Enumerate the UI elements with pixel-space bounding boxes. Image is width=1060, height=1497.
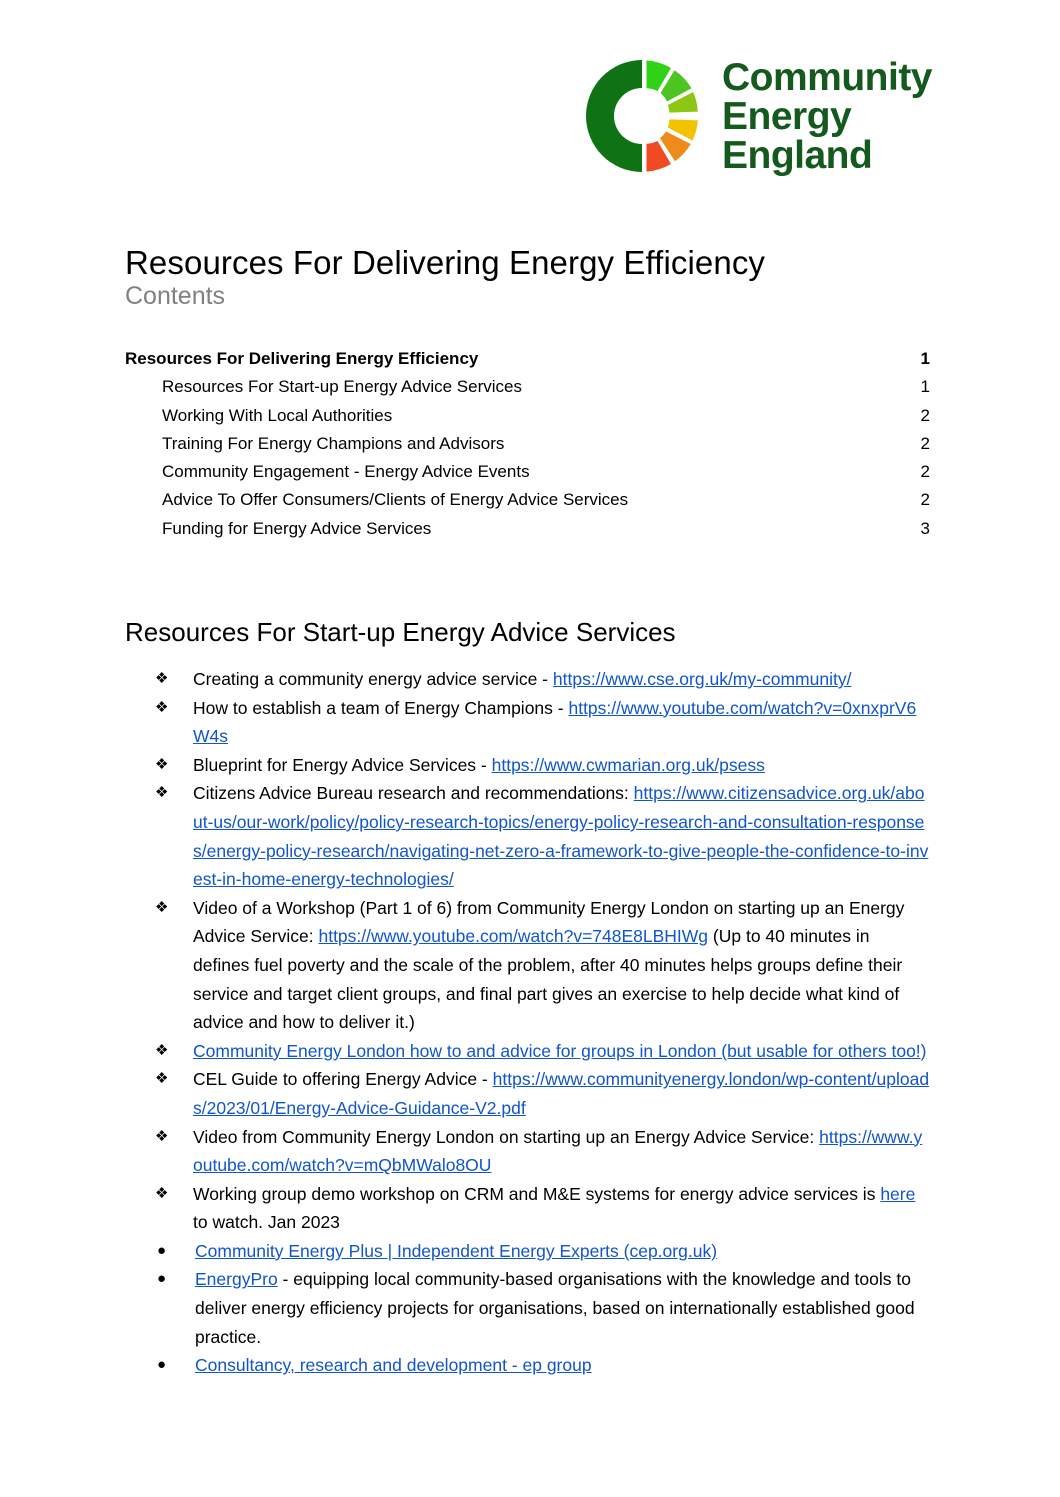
- section-heading: Resources For Start-up Energy Advice Services: [125, 616, 676, 647]
- list-item: [155, 1065, 930, 1122]
- list-item-content: [195, 1265, 930, 1351]
- list-item-text: - equipping local community-based organisations with the knowledge and tools to deliver energy efficiency projects for organisations, based on internationally established good practice.: [195, 1269, 915, 1347]
- diamond-bullet-icon: ❖: [155, 1127, 169, 1145]
- resource-link[interactable]: https://www.youtube.com/watch?v=748E8LBHIWg: [318, 926, 709, 947]
- toc-entry[interactable]: [125, 402, 930, 430]
- toc-entry-label: Training For Energy Champions and Advisors: [162, 433, 505, 453]
- toc-entry[interactable]: [125, 486, 930, 514]
- list-item: [155, 894, 930, 1037]
- toc-entry-page-number: 3: [920, 518, 930, 538]
- resource-link[interactable]: https://www.citizensadvice.org.uk/about-us/our-work/policy/policy-research-topics/energy-policy-research-and-consultation-responses/energy-policy-research/navigating-net-zero-a-framework-to-give-people-the-confidence-to-invest-in-home-energy-technologies/: [193, 783, 929, 890]
- toc-entry-label: Funding for Energy Advice Services: [162, 518, 432, 538]
- list-item-content: [195, 1351, 930, 1380]
- list-item-text: Video from Community Energy London on starting up an Energy Advice Service:: [193, 1126, 820, 1147]
- list-item-content: [193, 1123, 930, 1180]
- list-item: [155, 1265, 930, 1351]
- diamond-bullet-icon: ❖: [155, 1070, 169, 1088]
- resource-link[interactable]: Consultancy, research and development - ep group: [195, 1355, 592, 1376]
- list-item-text: CEL Guide to offering Energy Advice -: [193, 1069, 493, 1090]
- toc-entry-label: Resources For Delivering Energy Efficiency: [125, 349, 479, 368]
- list-item-content: [195, 1237, 930, 1266]
- list-item: [155, 665, 930, 694]
- list-item-content: [193, 1180, 930, 1237]
- resource-link[interactable]: https://www.youtube.com/watch?v=mQbMWalo8OU: [193, 1126, 923, 1176]
- toc-entry[interactable]: [125, 458, 930, 486]
- list-item-content: [193, 751, 930, 780]
- list-item: [155, 1237, 930, 1266]
- logo-line-1: Community: [722, 55, 932, 99]
- list-item: [155, 1351, 930, 1380]
- toc-entry-page-number: 2: [920, 433, 930, 453]
- diamond-bullet-icon: ❖: [155, 670, 169, 687]
- logo-line-3: England: [722, 133, 873, 177]
- resource-link[interactable]: Community Energy Plus | Independent Energy Experts (cep.org.uk): [195, 1240, 718, 1261]
- diamond-bullet-icon: ❖: [155, 1184, 169, 1202]
- diamond-bullet-icon: ❖: [155, 698, 169, 716]
- list-item: [155, 1180, 930, 1237]
- list-item-text: How to establish a team of Energy Champions -: [193, 697, 569, 718]
- round-bullet-icon: ●: [157, 1241, 167, 1259]
- list-item-content: [193, 779, 930, 893]
- toc-entry-label: Community Engagement - Energy Advice Events: [162, 462, 530, 482]
- list-item-content: [193, 1037, 930, 1066]
- toc-entry-page-number: 1: [920, 349, 930, 368]
- list-item: [155, 1037, 930, 1066]
- toc-entry-page-number: 2: [920, 490, 930, 510]
- list-item-content: [193, 694, 930, 751]
- toc-entry[interactable]: [125, 430, 930, 458]
- list-item-content: [193, 894, 930, 1037]
- resource-link[interactable]: Community Energy London how to and advice for groups in London (but usable for others too!): [193, 1040, 927, 1061]
- resource-link[interactable]: https://www.youtube.com/watch?v=0xnxprV6W4s: [193, 697, 917, 747]
- resources-bullet-list: [155, 665, 930, 1380]
- diamond-bullet-icon: ❖: [155, 898, 169, 916]
- toc-entry-label: Resources For Start-up Energy Advice Services: [162, 377, 522, 397]
- list-item-text: Blueprint for Energy Advice Services -: [193, 754, 492, 775]
- resource-link[interactable]: https://www.communityenergy.london/wp-content/uploads/2023/01/Energy-Advice-Guidance-V2.pdf: [193, 1069, 930, 1118]
- logo-wordmark: [722, 55, 932, 177]
- list-item-text: to watch. Jan 2023: [193, 1212, 340, 1233]
- toc-entry-label: Working With Local Authorities: [162, 405, 393, 425]
- list-item: [155, 751, 930, 780]
- resource-link[interactable]: EnergyPro: [195, 1269, 278, 1290]
- resource-link[interactable]: https://www.cse.org.uk/my-community/: [552, 669, 852, 689]
- list-item-text: Creating a community energy advice service -: [193, 669, 553, 689]
- diamond-bullet-icon: ❖: [155, 755, 169, 773]
- list-item-text: (Up to 40 minutes in defines fuel poverty and the scale of the problem, after 40 minutes helps groups define their service and target client groups, and final part gives an exercise to help decide what kind of advice and how to deliver it.): [193, 926, 903, 1033]
- list-item: [155, 694, 930, 751]
- toc-entry-label: Advice To Offer Consumers/Clients of Energy Advice Services: [162, 490, 629, 510]
- list-item: [155, 779, 930, 893]
- toc-entry[interactable]: [125, 373, 930, 401]
- contents-heading: Contents: [125, 282, 226, 310]
- toc-entry-page-number: 1: [920, 377, 930, 397]
- diamond-bullet-icon: ❖: [155, 1041, 169, 1059]
- community-energy-c-arc-icon: [578, 52, 706, 180]
- page-title: Resources For Delivering Energy Efficiency: [125, 244, 766, 282]
- table-of-contents: [125, 345, 930, 543]
- round-bullet-icon: ●: [157, 1356, 167, 1374]
- toc-entry-page-number: 2: [920, 462, 930, 482]
- list-item-text: Working group demo workshop on CRM and M&E systems for energy advice services is: [193, 1183, 881, 1204]
- round-bullet-icon: ●: [157, 1270, 167, 1288]
- list-item-content: [193, 1065, 930, 1122]
- logo-line-2: Energy: [722, 94, 852, 138]
- list-item-text: Video of a Workshop (Part 1 of 6) from Community Energy London on starting up an Energy Advice Service:: [193, 897, 905, 947]
- toc-entry[interactable]: [125, 345, 930, 373]
- resource-link[interactable]: https://www.cwmarian.org.uk/psess: [491, 754, 765, 775]
- toc-entry-page-number: 2: [920, 405, 930, 425]
- list-item: [155, 1123, 930, 1180]
- resource-link[interactable]: here: [880, 1183, 916, 1204]
- list-item-content: [193, 665, 930, 694]
- diamond-bullet-icon: ❖: [155, 784, 169, 802]
- page-header: [578, 52, 932, 180]
- list-item-text: Citizens Advice Bureau research and recommendations:: [193, 783, 634, 804]
- toc-entry[interactable]: [125, 515, 930, 543]
